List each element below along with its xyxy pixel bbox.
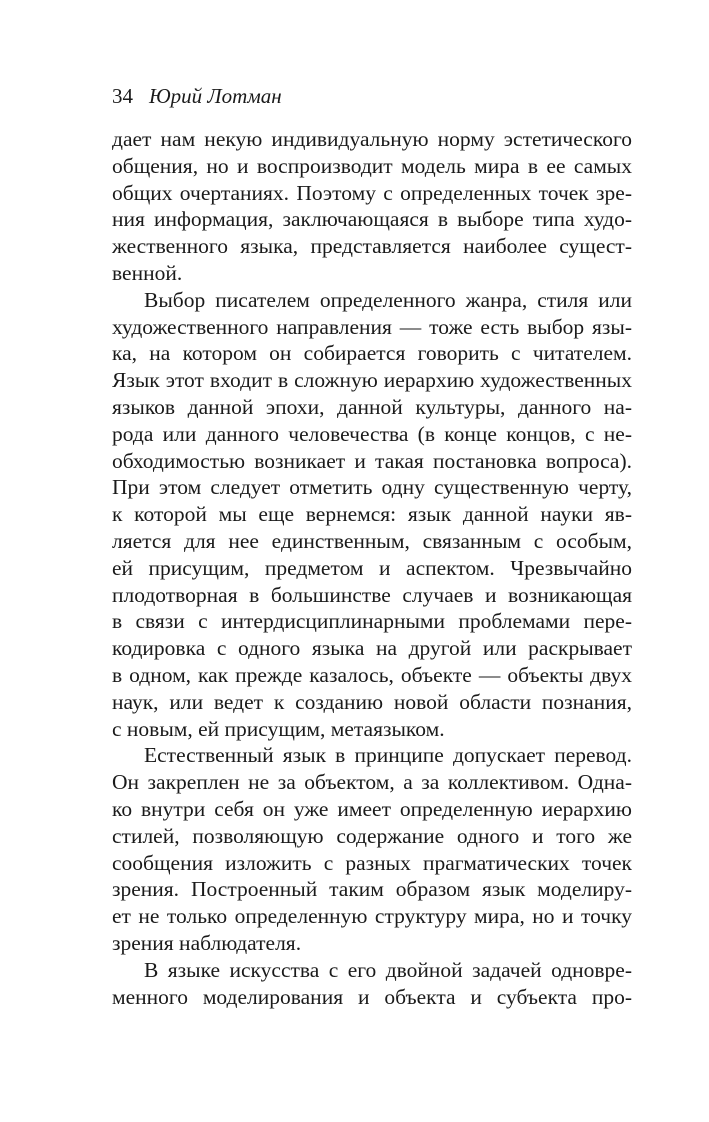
text-line: общения, но и воспроизводит модель мира в ее самых [112, 153, 632, 178]
text-line: обходимостью возникает и такая постановка вопроса). [112, 448, 632, 473]
text-line: общих очертаниях. Поэтому с определенных точек зре- [112, 180, 632, 205]
text-line: языков данной эпохи, данной культуры, данного на- [112, 394, 632, 419]
text-line: ка, на котором он собирается говорить с читателем. [112, 341, 632, 366]
text-line: ния информация, заключающаяся в выборе типа худо- [112, 207, 632, 232]
text-line: ей присущим, предметом и аспектом. Чрезвычайно [112, 555, 632, 580]
text-line: При этом следует отметить одну существенную черту, [112, 475, 632, 500]
running-head [112, 82, 282, 110]
text-line: Естественный язык в принципе допускает перевод. [144, 743, 632, 768]
text-line: с новым, ей присущим, метаязыком. [112, 716, 445, 741]
text-line: ет не только определенную структуру мира, но и точку [112, 904, 632, 929]
text-line: рода или данного человечества (в конце концов, с не- [112, 421, 632, 446]
text-line: жественного языка, представляется наиболее сущест- [112, 234, 632, 259]
text-line: Язык этот входит в сложную иерархию художественных [112, 368, 632, 393]
page-number: 34 [112, 84, 133, 108]
text-line: дает нам некую индивидуальную норму эстетического [112, 127, 632, 151]
text-line: сообщения изложить с разных прагматических точек [112, 850, 632, 875]
text-line: зрения. Построенный таким образом язык моделиру- [112, 877, 632, 902]
text-line: в связи с интердисциплинарными проблемами пере- [112, 609, 632, 634]
text-line: В языке искусства с его двойной задачей одновре- [144, 957, 632, 982]
text-line: плодотворная в большинстве случаев и возникающая [112, 582, 632, 607]
text-line: наук, или ведет к созданию новой области познания, [112, 689, 632, 714]
text-line: менного моделирования и объекта и субъекта про- [112, 984, 632, 1009]
text-line: венной. [112, 260, 183, 285]
author-name: Юрий Лотман [149, 84, 282, 108]
text-line: ляется для нее единственным, связанным с особым, [112, 528, 632, 553]
text-line: ко внутри себя он уже имеет определенную иерархию [112, 796, 632, 821]
text-line: художественного направления — тоже есть выбор язы- [112, 314, 632, 339]
body-text [112, 126, 632, 1010]
text-line: стилей, позволяющую содержание одного и того же [112, 823, 632, 848]
text-line: в одном, как прежде казалось, объекте — объекты двух [112, 662, 632, 687]
text-line: Выбор писателем определенного жанра, стиля или [144, 287, 632, 312]
text-line: зрения наблюдателя. [112, 930, 302, 955]
text-line: кодировка с одного языка на другой или раскрывает [112, 636, 632, 661]
text-line: к которой мы еще вернемся: язык данной науки яв- [112, 502, 632, 527]
text-line: Он закреплен не за объектом, а за коллективом. Одна- [112, 770, 632, 795]
